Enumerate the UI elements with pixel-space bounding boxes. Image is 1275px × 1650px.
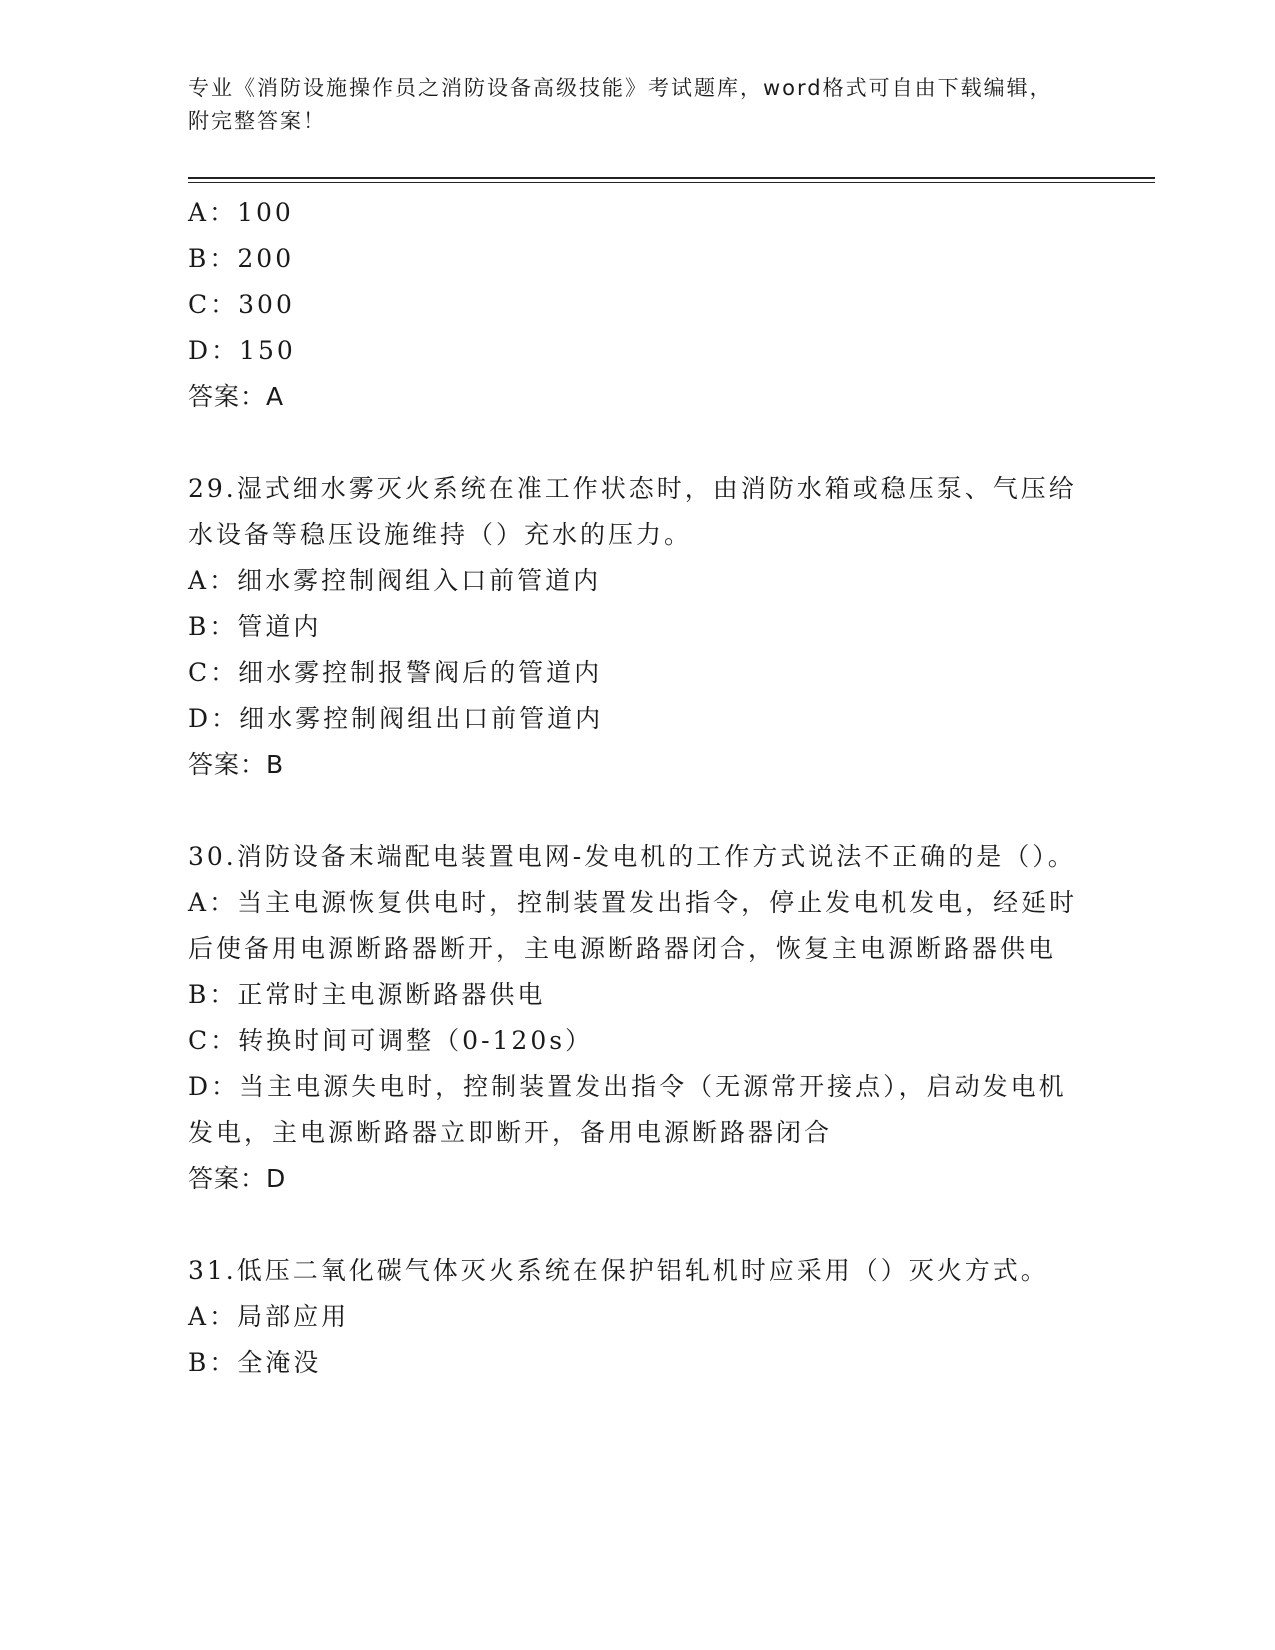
document-header: 专业《消防设施操作员之消防设备高级技能》考试题库，word格式可自由下载编辑，附完整答案！ [188,76,1053,133]
question-30 [188,834,1088,1202]
question-content [188,190,1088,1386]
header-rule [188,177,1155,179]
option-a: A：100 [188,198,294,227]
option-a: A：局部应用 [188,1302,350,1331]
answer-line: 答案：A [188,382,285,411]
question-29 [188,466,1088,788]
question-stem: 30.消防设备末端配电装置电网-发电机的工作方式说法不正确的是（）。 [188,842,1076,871]
option-a: A：细水雾控制阀组入口前管道内 [188,566,602,595]
question-31 [188,1248,1088,1386]
answer-line: 答案：D [188,1164,287,1193]
option-c: C：细水雾控制报警阀后的管道内 [188,658,603,687]
option-b: B：管道内 [188,612,322,641]
question-stem: 29.湿式细水雾灭火系统在准工作状态时，由消防水箱或稳压泵、气压给水设备等稳压设施维持（）充水的压力。 [188,474,1077,549]
answer-line: 答案：B [188,750,285,779]
option-d: D：细水雾控制阀组出口前管道内 [188,704,604,733]
option-b: B：全淹没 [188,1348,322,1377]
option-b: B：正常时主电源断路器供电 [188,980,546,1009]
option-c: C：转换时间可调整（0-120s） [188,1026,594,1055]
prev-question-block [188,190,1088,420]
option-a: A：当主电源恢复供电时，控制装置发出指令，停止发电机发电，经延时后使备用电源断路器断开，主电源断路器闭合，恢复主电源断路器供电 [188,888,1078,963]
option-d: D：150 [188,336,296,365]
header-rule-thin [188,182,1155,183]
question-stem: 31.低压二氧化碳气体灭火系统在保护铝轧机时应采用（）灭火方式。 [188,1256,1049,1285]
option-b: B：200 [188,244,295,273]
option-c: C：300 [188,290,295,319]
option-d: D：当主电源失电时，控制装置发出指令（无源常开接点），启动发电机发电，主电源断路器立即断开，备用电源断路器闭合 [188,1072,1067,1147]
